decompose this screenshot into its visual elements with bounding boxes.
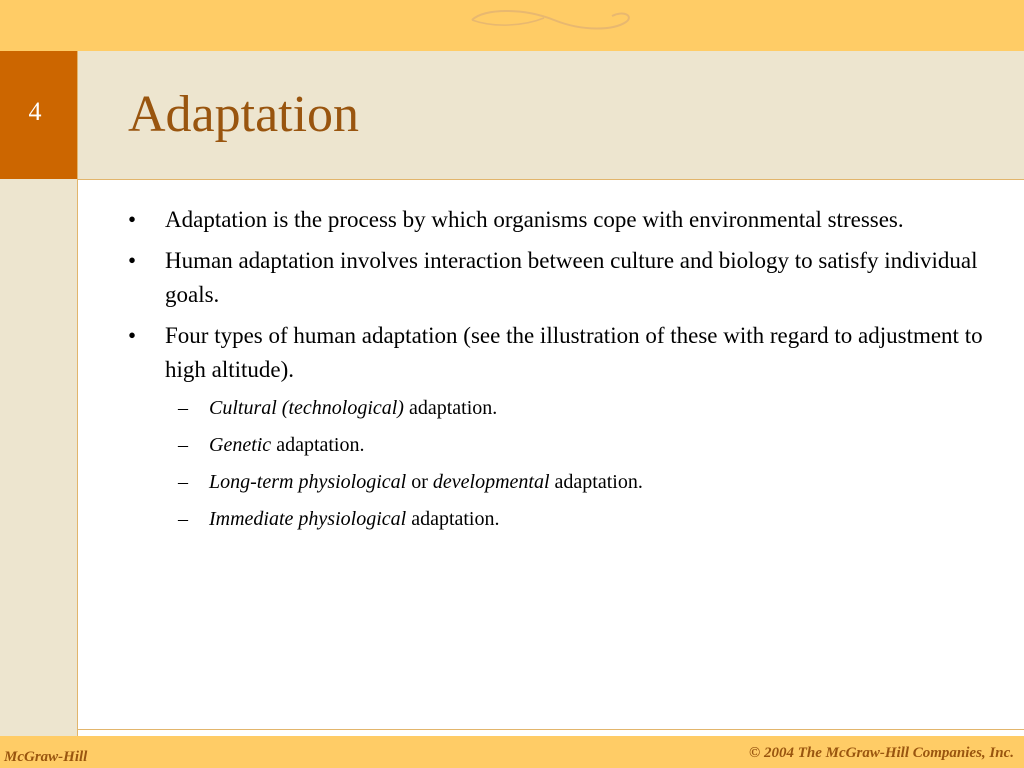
publisher-label: McGraw-Hill [4, 749, 88, 765]
sub-bullet-item [128, 394, 988, 422]
sub-bullet-item [128, 468, 988, 496]
sub-bullet-text: adaptation. [403, 397, 498, 419]
sub-bullet-italic: Genetic [209, 434, 272, 456]
bullet-text: Human adaptation involves interaction between culture and biology to satisfy individual goals. [165, 248, 978, 307]
dash-icon: – [178, 508, 188, 530]
sub-bullet-italic: Immediate physiological [209, 508, 407, 530]
bullet-item [128, 244, 988, 312]
dash-icon: – [178, 471, 188, 493]
sub-bullet-item [128, 431, 988, 459]
sub-bullet-italic: Cultural (technological) [209, 397, 404, 419]
copyright-notice: © 2004 The McGraw-Hill Companies, Inc. [749, 745, 1014, 761]
slide-title: Adaptation [128, 86, 360, 143]
bullet-item [128, 203, 988, 237]
top-band [0, 0, 1024, 51]
swirl-ornament-icon [464, 6, 634, 38]
dash-icon: – [178, 397, 188, 419]
bullet-item [128, 319, 988, 387]
footer-divider [78, 729, 1024, 730]
slide-number: 4 [28, 97, 42, 126]
sub-bullet-item [128, 505, 988, 533]
bullet-icon: • [128, 248, 137, 273]
sub-bullet-italic: developmental [432, 471, 550, 493]
dash-icon: – [178, 434, 188, 456]
sub-bullet-text: or [406, 471, 433, 493]
bullet-text: Four types of human adaptation (see the illustration of these with regard to adjustment to high altitude). [165, 323, 983, 382]
slide-content [128, 203, 988, 542]
bullet-icon: • [128, 207, 137, 232]
bullet-icon: • [128, 323, 137, 348]
sub-bullet-text: adaptation. [271, 434, 365, 456]
bullet-text: Adaptation is the process by which organisms cope with environmental stresses. [165, 207, 904, 232]
sub-bullet-text: adaptation. [406, 508, 500, 530]
sub-bullet-italic: Long-term physiological [209, 471, 407, 493]
sub-bullet-text: adaptation. [549, 471, 643, 493]
